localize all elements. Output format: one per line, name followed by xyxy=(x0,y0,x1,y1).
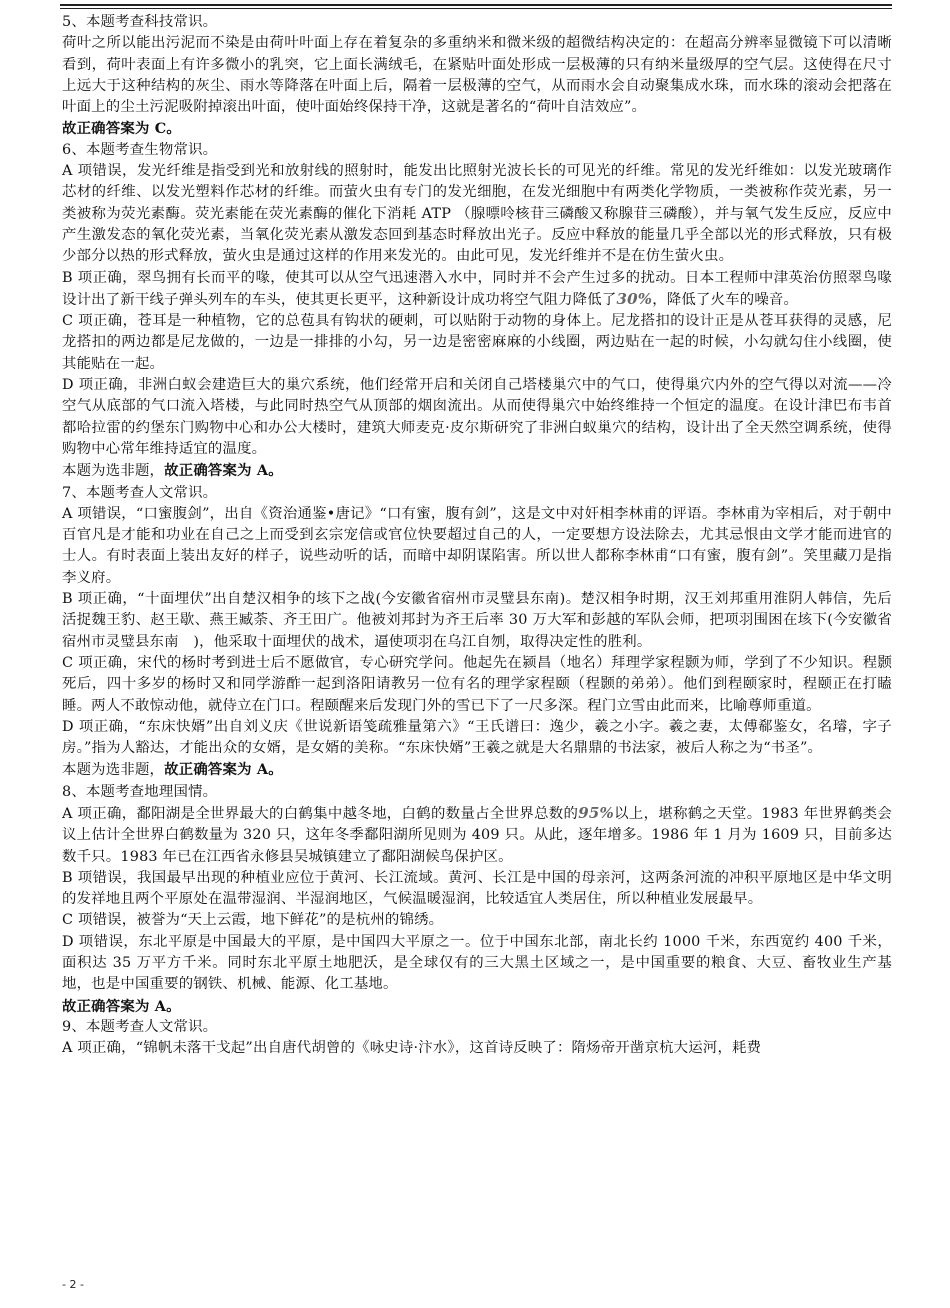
q5-body: 荷叶之所以能出污泥而不染是由荷叶叶面上存在着复杂的多重纳米和微米级的超微结构决定的：在超高分辨率显微镜下可以清晰看到，荷叶表面上有许多微小的乳突，它上面长满绒毛，在紧贴叶面处形成一层极薄的只有纳米量级厚的空气层。这使得在尺寸上远大于这种结构的灰尘、雨水等降落在叶面上后，隔着一层极薄的空气，从而雨水会自动聚集成水珠，而水珠的滚动会把落在叶面上的尘土污泥吸附掉滚出叶面，使叶面始终保持干净，这就是著名的“荷叶自洁效应”。 xyxy=(62,35,892,116)
q8-option-a xyxy=(62,803,892,868)
q8-option-b: B 项错误，我国最早出现的种植业应位于黄河、长江流域。黄河、长江是中国的母亲河，这两条河流的冲积平原地区是中华文明的发祥地且两个平原处在温带湿润、半湿润地区，气候温暖湿润，比较适宜人类居住，所以种植业发展最早。 xyxy=(62,869,892,908)
q7-answer-line xyxy=(62,759,892,781)
q6-option-b-tail: ，降低了火车的噪音。 xyxy=(652,291,799,308)
q7-option-d: D 项正确，“东床快婿”出自刘义庆《世说新语笺疏雅量第六》“王氏谱曰：逸少，羲之小字。羲之妻，太傅郗鉴女，名璿，字子房。”指为人豁达，才能出众的女婿，是女婿的美称。“东床快婿”王羲之就是大名鼎鼎的书法家，被后人称之为“书圣”。 xyxy=(62,718,892,757)
q5-answer: 故正确答案为 C。 xyxy=(62,120,181,138)
q7-answer-prefix: 本题为选非题， xyxy=(62,762,165,779)
q7-option-b: B 项正确，“十面埋伏”出自楚汉相争的垓下之战(今安徽省宿州市灵璧县东南)。楚汉相争时期，汉王刘邦重用淮阴人韩信，先后活捉魏王豹、赵王歇、燕王臧荼、齐王田广。他被刘邦封为齐王后率 30 万大军和彭越的军队会师，把项羽围困在垓下(今安徽省宿州市灵璧县东南 )，他采取十面埋伏的战术，逼使项羽在乌江自刎，取得决定性的胜利。 xyxy=(62,591,892,650)
q5-heading: 5、本题考查科技常识。 xyxy=(62,14,218,30)
page-number: - 2 - xyxy=(62,1278,84,1291)
q6-answer-prefix: 本题为选非题， xyxy=(62,463,165,480)
q6-answer-line xyxy=(62,460,892,482)
q7-heading: 7、本题考查人文常识。 xyxy=(62,484,218,501)
q8-answer: 故正确答案为 A。 xyxy=(62,997,181,1015)
q7-answer: 故正确答案为 A。 xyxy=(164,761,283,779)
q6-option-a: A 项错误，发光纤维是指受到光和放射线的照射时，能发出比照射光波长长的可见光的纤维。常见的发光纤维如：以发光玻璃作芯材的纤维、以发光塑料作芯材的纤维。而萤火虫有专门的发光细胞，在发光细胞中有两类化学物质，一类被称作荧光素，另一类被称为荧光素酶。荧光素能在荧光素酶的催化下消耗 ATP （腺嘌呤核苷三磷酸又称腺苷三磷酸），并与氧气发生反应，反应中产生激发态的氧化荧光素，当氧化荧光素从激发态回到基态时释放出光子。反应中释放的能量几乎全部以光的形式释放，只有极少部分以热的形式释放，萤火虫是通过这样的作用来发光的。由此可见，发光纤维并不是在仿生萤火虫。 xyxy=(62,163,892,265)
q6-heading: 6、本题考查生物常识。 xyxy=(62,141,218,158)
q6-option-b xyxy=(62,268,892,312)
q8-heading: 8、本题考查地理国情。 xyxy=(62,783,218,800)
q8-option-a-text: A 项正确，鄱阳湖是全世界最大的白鹤集中越冬地，白鹤的数量占全世界总数的 xyxy=(62,805,579,822)
q8-percent-figure: 95% xyxy=(578,803,615,822)
q6-option-b-text: B 项正确，翠鸟拥有长而平的喙，使其可以从空气迅速潜入水中，同时并不会产生过多的扰动。日本工程师中津英治仿照翠鸟喙设计出了新干线子弹头列车的车头，使其更长更平，这种新设计成功将空气阻力降低了 xyxy=(62,269,892,308)
q8-option-c: C 项错误，被誉为“天上云霞，地下鲜花”的是杭州的锦绣。 xyxy=(62,912,444,929)
header-rule-thick xyxy=(60,4,892,6)
q6-option-d: D 项正确，非洲白蚁会建造巨大的巢穴系统，他们经常开启和关闭自己塔楼巢穴中的气口，使得巢穴内外的空气得以对流——冷空气从底部的气口流入塔楼，与此同时热空气从顶部的烟囱流出。从而使得巢穴中始终维持一个恒定的温度。在设计津巴布韦首都哈拉雷的约堡东门购物中心和办公大楼时，建筑大师麦克·皮尔斯研究了非洲白蚁巢穴的结构，设计出了全天然空调系统，使得购物中心常年维持适宜的温度。 xyxy=(62,377,892,457)
header-rule-thin xyxy=(60,8,892,9)
q8-option-d: D 项错误，东北平原是中国最大的平原，是中国四大平原之一。位于中国东北部，南北长约 1000 千米，东西宽约 400 千米，面积达 35 万平方千米。同时东北平原土地肥沃，是全球仅有的三大黑土区域之一，是中国重要的粮食、大豆、畜牧业生产基地，也是中国重要的钢铁、机械、能源、化工基地。 xyxy=(62,933,892,993)
q6-option-c: C 项正确，苍耳是一种植物，它的总苞具有钩状的硬刺，可以贴附于动物的身体上。尼龙搭扣的设计正是从苍耳获得的灵感，尼龙搭扣的两边都是尼龙做的，一边是一排排的小勾，另一边是密密麻麻的小线圈，两边贴在一起的时候，小勾就勾住小线圈，使其能贴在一起。 xyxy=(62,313,892,372)
document-body xyxy=(62,12,892,1060)
q6-percent-figure: 30% xyxy=(616,289,653,308)
q7-option-a: A 项错误，“口蜜腹剑”，出自《资治通鉴•唐记》“口有蜜，腹有剑”，这是文中对奸相李林甫的评语。李林甫为宰相后，对于朝中百官凡是才能和功业在自己之上而受到玄宗宠信或官位快要超过自己的人，一定要想方设法除去，尤其忌恨由文学才能而进官的士人。有时表面上装出友好的样子，说些动听的话，而暗中却阴谋陷害。所以世人都称李林甫“口有蜜，腹有剑”。笑里藏刀是指李义府。 xyxy=(62,505,892,586)
q8-option-a-tail: 以上，堪称鹤之天堂。1983 年世界鹤类会议上估计全世界白鹤数量为 320 只，这年冬季鄱阳湖所见则为 409 只。从此，逐年增多。1986 年 1 月为 1609 只，目前多达数千只。1983 年已在江西省永修县吴城镇建立了鄱阳湖候鸟保护区。 xyxy=(62,805,893,865)
q6-answer: 故正确答案为 A。 xyxy=(164,462,283,480)
q9-heading: 9、本题考查人文常识。 xyxy=(62,1018,218,1035)
q7-option-c: C 项正确，宋代的杨时考到进士后不愿做官，专心研究学问。他起先在颍昌（地名）拜理学家程颢为师，学到了不少知识。程颢死后，四十多岁的杨时又和同学游酢一起到洛阳请教另一位有名的理学家程颐（程颢的弟弟）。他们到程颐家时，程颐正在打瞌睡。两人不敢惊动他，就侍立在门口。程颐醒来后发现门外的雪已下了一尺多深。程门立雪由此而来，比喻尊师重道。 xyxy=(62,654,892,714)
q9-option-a: A 项正确，“锦帆未落干戈起”出自唐代胡曾的《咏史诗·汴水》，这首诗反映了：隋炀帝开凿京杭大运河，耗费 xyxy=(62,1040,762,1057)
